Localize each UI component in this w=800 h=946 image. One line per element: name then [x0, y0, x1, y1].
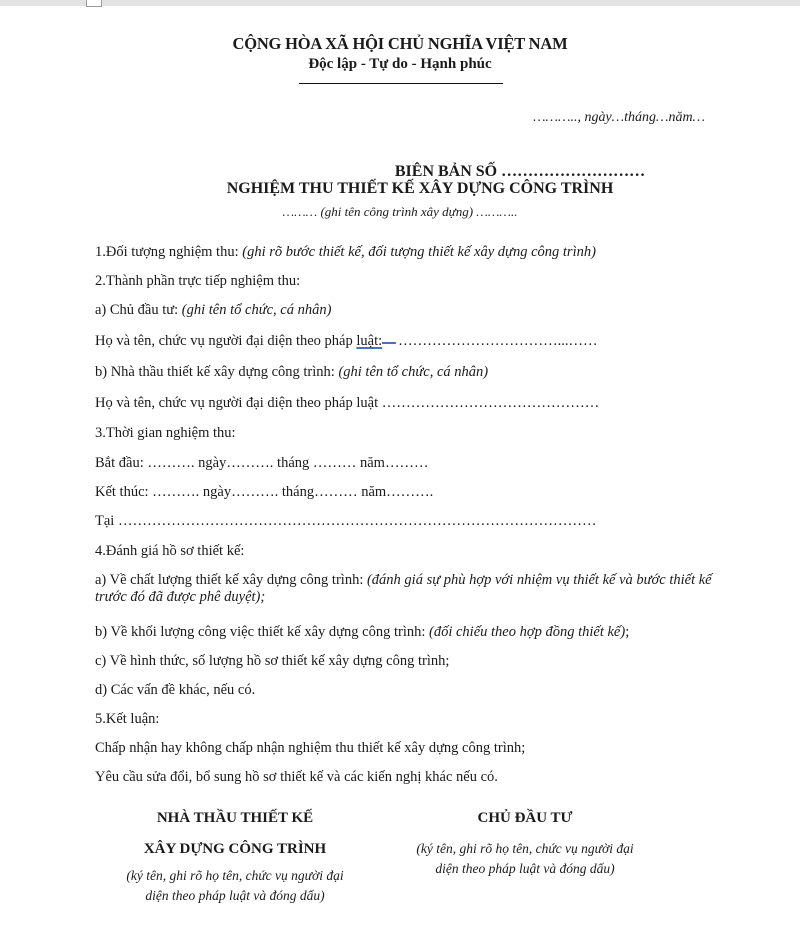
section-4a-design-quality — [95, 572, 715, 606]
section-4b-work-volume — [95, 624, 629, 641]
section-1-acceptance-object — [95, 244, 596, 261]
section-label: Họ và tên, chức vụ người đại diện theo pháp luật ……………………………………… — [95, 395, 600, 411]
contractor-signature-title: NHÀ THẦU THIẾT KẾ — [156, 810, 314, 826]
section-label: Họ và tên, chức vụ người đại diện theo pháp — [95, 333, 357, 349]
national-name: CỘNG HÒA XÃ HỘI CHỦ NGHĨA VIỆT NAM — [232, 34, 568, 53]
section-2b-design-contractor — [95, 364, 488, 381]
hyperlink-word[interactable]: luật: — [356, 333, 383, 349]
motto-underline-divider — [299, 83, 503, 84]
section-label: a) Về chất lượng thiết kế xây dựng công trình: — [95, 572, 367, 588]
section-2-participants — [95, 273, 300, 290]
investor-signature-note: (ký tên, ghi rõ họ tên, chức vụ người đại — [416, 841, 634, 856]
fill-dots: ……………………………...…… — [398, 333, 598, 349]
document-title: NGHIỆM THU THIẾT KẾ XÂY DỰNG CÔNG TRÌNH — [226, 180, 614, 197]
section-4c-form-quantity — [95, 653, 449, 670]
investor-signature-block — [385, 810, 665, 879]
section-label: Tại ……………………………………………………………………………………… — [95, 513, 597, 529]
section-label: 1.Đối tượng nghiệm thu: — [95, 244, 243, 260]
contractor-signature-note-line2: diện theo pháp luật và đóng dấu) — [145, 888, 325, 903]
section-label: Kết thúc: ………. ngày………. tháng……… năm………. — [95, 484, 434, 500]
section-3-place — [95, 513, 596, 530]
section-note: (ghi tên tổ chức, cá nhân) — [338, 364, 489, 380]
section-4-design-evaluation — [95, 543, 244, 560]
section-3-acceptance-time — [95, 425, 236, 442]
section-note: (ghi tên tổ chức, cá nhân) — [181, 302, 332, 318]
contractor-signature-block — [100, 810, 370, 906]
section-label: 2.Thành phần trực tiếp nghiệm thu: — [95, 273, 301, 289]
section-5-acceptance-decision — [95, 740, 525, 757]
section-label: b) Về khối lượng công việc thiết kế xây dựng công trình: — [95, 624, 429, 640]
contractor-signature-note: (ký tên, ghi rõ họ tên, chức vụ người đại — [126, 868, 344, 883]
investor-signature-note-line2: diện theo pháp luật và đóng dấu) — [435, 861, 615, 876]
section-label: d) Các vấn đề khác, nếu có. — [95, 682, 256, 698]
section-label: Chấp nhận hay không chấp nhận nghiệm thu thiết kế xây dựng công trình; — [95, 740, 526, 756]
section-label: 5.Kết luận: — [95, 711, 160, 727]
section-label: b) Nhà thầu thiết kế xây dựng công trình: — [95, 364, 339, 380]
section-3-start — [95, 455, 428, 472]
contractor-signature-title-line2: XÂY DỰNG CÔNG TRÌNH — [143, 841, 327, 857]
hyperlink-underline-tail — [382, 342, 396, 344]
section-tail: ; — [625, 624, 630, 640]
section-note: (ghi rõ bước thiết kế, đối tượng thiết kế xây dựng công trình) — [242, 244, 596, 260]
investor-signature-title: CHỦ ĐẦU TƯ — [477, 810, 573, 826]
section-label: 4.Đánh giá hồ sơ thiết kế: — [95, 543, 245, 559]
project-name-placeholder: ……… (ghi tên công trình xây dựng) ……….. — [282, 204, 518, 219]
section-3-end — [95, 484, 433, 501]
section-5-requests — [95, 769, 498, 786]
section-note: (đối chiếu theo hợp đồng thiết kế) — [429, 624, 626, 640]
national-motto: Độc lập - Tự do - Hạnh phúc — [308, 56, 492, 72]
section-2b-representative — [95, 395, 599, 412]
section-label: Yêu cầu sửa đổi, bổ sung hồ sơ thiết kế và các kiến nghị khác nếu có. — [95, 769, 498, 785]
section-label: Bắt đầu: ………. ngày………. tháng ……… năm……… — [95, 455, 429, 471]
section-label: 3.Thời gian nghiệm thu: — [95, 425, 236, 441]
section-4d-other-issues — [95, 682, 255, 699]
section-label: a) Chủ đầu tư: — [95, 302, 182, 318]
section-label: c) Về hình thức, số lượng hồ sơ thiết kế xây dựng công trình; — [95, 653, 450, 669]
section-note: (đánh giá sự phù hợp với nhiệm vụ thiết kế và bước thiết kế trước đó đã được phê duyệt); — [95, 572, 712, 605]
minutes-number-title: BIÊN BẢN SỐ ……………………… — [394, 163, 646, 180]
section-2a-representative — [95, 333, 598, 350]
section-5-conclusion — [95, 711, 159, 728]
section-2a-investor — [95, 302, 331, 319]
dateline: ……….., ngày…tháng…năm… — [533, 110, 705, 125]
